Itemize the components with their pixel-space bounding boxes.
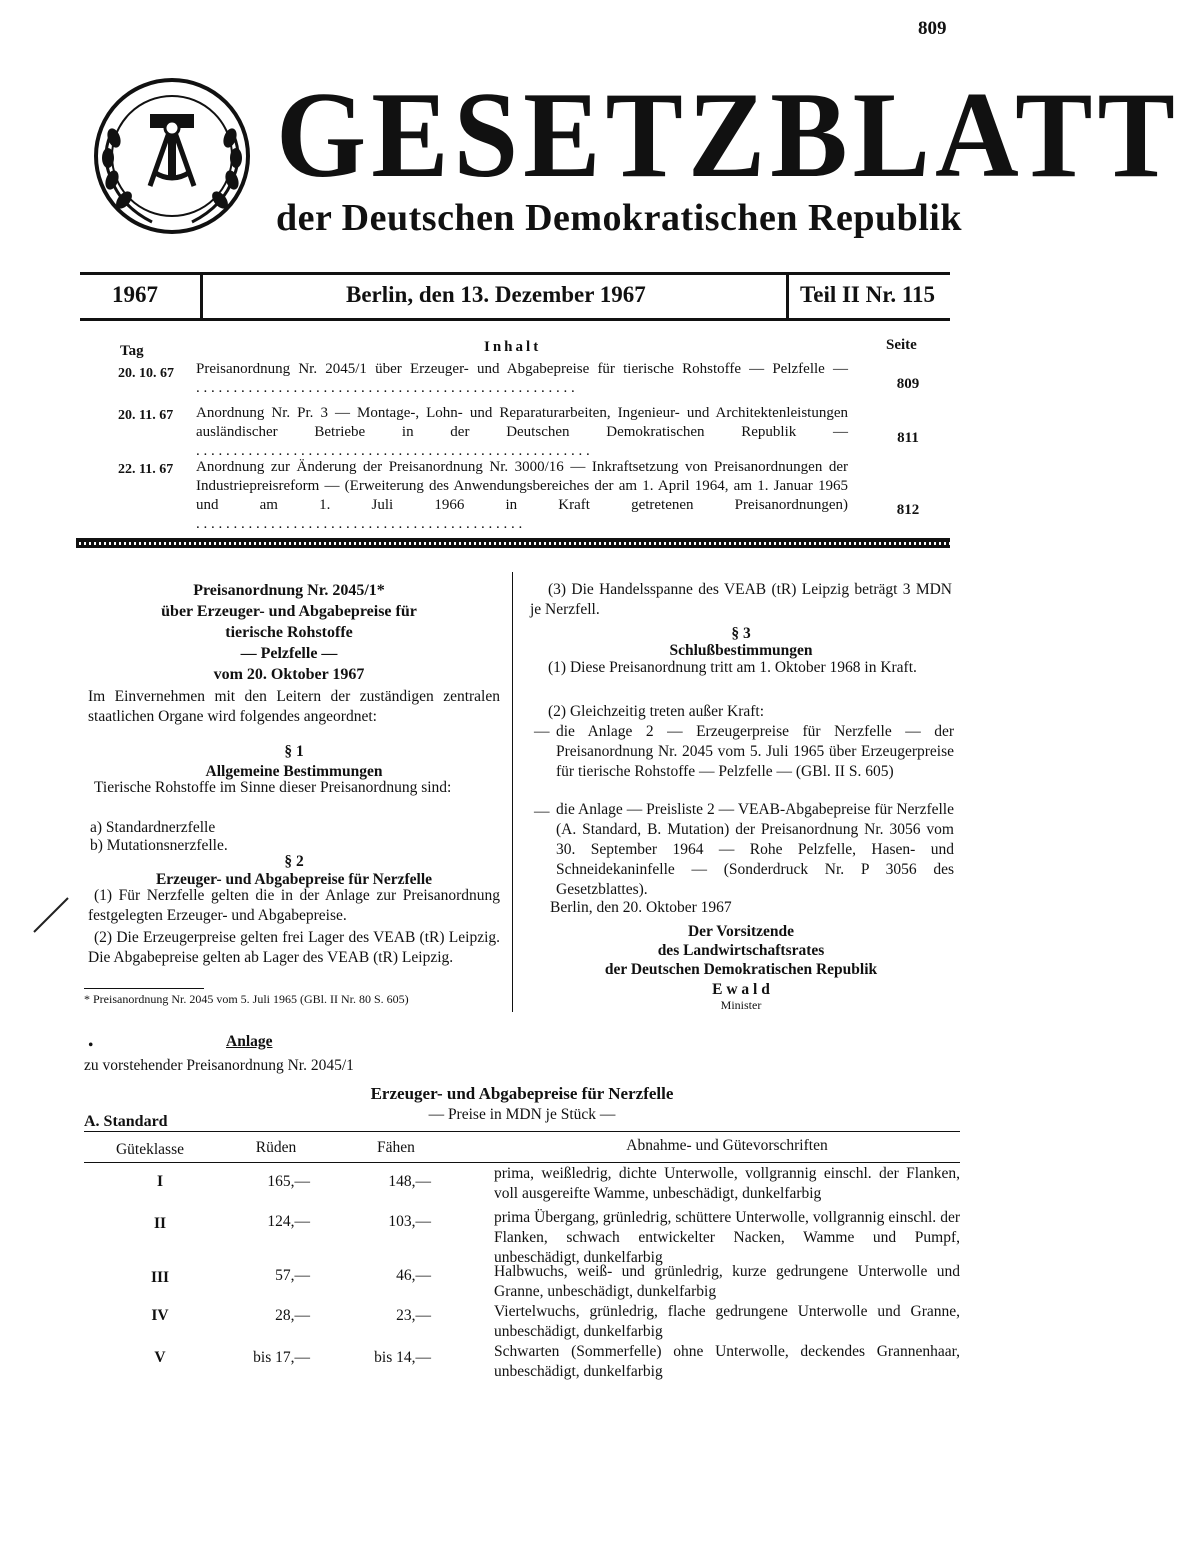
- issue-bar-divider: [786, 272, 789, 318]
- table-cell-rueden: 165,—: [267, 1173, 310, 1190]
- dash-bullet: —: [534, 803, 550, 820]
- table-cell-rueden: 124,—: [267, 1213, 310, 1230]
- footnote: * Preisanordnung Nr. 2045 vom 5. Juli 1965 (GBl. II Nr. 80 S. 605): [84, 992, 409, 1006]
- ordinance-title-line: über Erzeuger- und Abgabepreise für: [161, 603, 417, 620]
- table-cell-faehen: 103,—: [388, 1213, 431, 1230]
- table-header-rule: [84, 1162, 960, 1163]
- column-divider: [512, 572, 513, 1012]
- issue-part-number: Teil II Nr. 115: [800, 282, 936, 307]
- issue-bar-divider: [200, 272, 203, 318]
- section-1-number: § 1: [284, 743, 304, 760]
- table-header-vorschriften: Abnahme- und Gütevorschriften: [626, 1137, 828, 1154]
- masthead-subtitle: der Deutschen Demokratischen Republik: [276, 197, 962, 239]
- table-top-rule: [84, 1131, 960, 1132]
- ddr-state-emblem-icon: [92, 76, 252, 236]
- section-1-heading: Allgemeine Bestimmungen: [205, 763, 383, 780]
- table-cell-rueden: 57,—: [275, 1267, 310, 1284]
- table-header-faehen: Fähen: [377, 1139, 415, 1156]
- page-number: 809: [918, 18, 947, 39]
- table-header-gueteklasse: Güteklasse: [115, 1141, 184, 1158]
- table-cell-vorschrift: Viertelwuchs, grünledrig, flache gedrungene Unterwolle und Granne, unbeschädigt, dunkelfarbig: [494, 1303, 960, 1340]
- section-1-text: Tierische Rohstoffe im Sinne dieser Preisanordnung sind:: [94, 779, 452, 796]
- repealed-item: die Anlage 2 — Erzeugerpreise für Nerzfelle — der Preisanordnung Nr. 2045 vom 5. Juli 1965 über Erzeugerpreise für tierische Rohstoffe — Pelzfelle — (GBl. II S. 605): [556, 723, 954, 780]
- table-cell-faehen: bis 14,—: [374, 1349, 431, 1366]
- toc-entry-page[interactable]: 809: [896, 376, 920, 392]
- toc-entry-date: 22. 11. 67: [118, 462, 174, 477]
- section-3-para-2: (2) Gleichzeitig treten außer Kraft:: [548, 703, 765, 720]
- section-divider: [76, 538, 950, 548]
- ordinance-title-line: Preisanordnung Nr. 2045/1*: [193, 582, 385, 599]
- table-cell-vorschrift: prima, weißledrig, dichte Unterwolle, vollgrannig einschl. der Flanken, voll ausgereifte Wamme, unbeschädigt, dunkelfarbig: [494, 1165, 960, 1202]
- table-cell-rueden: bis 17,—: [253, 1349, 310, 1366]
- section-3-number: § 3: [731, 625, 751, 642]
- toc-leader-dots: . . . . . . . . . . . . . . . . . . . . . . . . . . . . . . . . . . . . . . . . . . . .: [196, 516, 523, 532]
- toc-leader-dots: . . . . . . . . . . . . . . . . . . . . . . . . . . . . . . . . . . . . . . . . . . . . . . . . . . . . .: [196, 443, 590, 459]
- toc-entry-title: Anordnung Nr. Pr. 3 — Montage-, Lohn- und Reparaturarbeiten, Ingenieur- und Architektenleistungen ausländischer Betriebe in der Deutschen Demokratischen Republik —: [196, 405, 848, 440]
- ordinance-title-line: tierische Rohstoffe: [225, 624, 353, 641]
- signature-place-date: Berlin, den 20. Oktober 1967: [550, 899, 732, 916]
- section-2-para-1: (1) Für Nerzfelle gelten die in der Anlage zur Preisanordnung festgelegten Erzeuger- und Abgabepreise.: [88, 887, 500, 924]
- signature-line: des Landwirtschaftsrates: [657, 942, 825, 959]
- section-2-para-2: (2) Die Erzeugerpreise gelten frei Lager des VEAB (tR) Leipzig. Die Abgabepreise gelten ab Lager des VEAB (tR) Leipzig.: [88, 929, 500, 966]
- toc-entry-text: [196, 404, 848, 461]
- signature-line: Der Vorsitzende: [687, 923, 795, 940]
- table-subtitle: — Preise in MDN je Stück —: [428, 1106, 616, 1123]
- table-title: Erzeuger- und Abgabepreise für Nerzfelle: [370, 1084, 674, 1103]
- ordinance-title-line: vom 20. Oktober 1967: [213, 666, 365, 683]
- ordinance-title-line: — Pelzfelle —: [240, 645, 338, 662]
- table-cell-faehen: 148,—: [388, 1173, 431, 1190]
- toc-leader-dots: . . . . . . . . . . . . . . . . . . . . . . . . . . . . . . . . . . . . . . . . . . . . . . . . . . .: [196, 380, 575, 396]
- annex-bullet: •: [88, 1037, 94, 1054]
- table-cell-faehen: 46,—: [396, 1267, 431, 1284]
- table-cell-klasse: I: [156, 1173, 164, 1190]
- toc-entry-title: Preisanordnung Nr. 2045/1 über Erzeuger- und Abgabepreise für tierische Rohstoffe — Pelzfelle —: [196, 361, 848, 377]
- repealed-item: die Anlage — Preisliste 2 — VEAB-Abgabepreise für Nerzfelle (A. Standard, B. Mutation) der Preisanordnung Nr. 3056 vom 30. September 1964 — Rohe Pelzfelle, Hasen- und Schneidekaninfelle — (Sonderdruck Nr. P 3056 des Gesetzblattes).: [556, 801, 954, 898]
- table-cell-faehen: 23,—: [396, 1307, 431, 1324]
- toc-entry-text: [196, 458, 848, 534]
- toc-entry-date: 20. 10. 67: [118, 366, 174, 381]
- ordinance-title: [84, 580, 494, 685]
- footnote-rule: [84, 988, 204, 989]
- signature-name: E w a l d: [712, 981, 770, 998]
- toc-col-tag: Tag: [120, 343, 144, 359]
- table-cell-klasse: IV: [151, 1307, 169, 1324]
- issue-date: Berlin, den 13. Dezember 1967: [346, 282, 646, 307]
- section-2-para-3: (3) Die Handelsspanne des VEAB (tR) Leipzig beträgt 3 MDN je Nerzfell.: [530, 581, 952, 618]
- section-1-item-a: a) Standardnerzfelle: [90, 819, 216, 836]
- issue-year: 1967: [112, 282, 158, 307]
- section-2-heading: Erzeuger- und Abgabepreise für Nerzfelle: [155, 871, 433, 888]
- table-section-label: A. Standard: [84, 1113, 168, 1130]
- dash-bullet: —: [534, 723, 550, 740]
- section-1-item-b: b) Mutationsnerzfelle.: [90, 837, 228, 854]
- masthead-title: GESETZBLATT: [276, 67, 1180, 204]
- annex-reference: zu vorstehender Preisanordnung Nr. 2045/1: [84, 1057, 354, 1074]
- toc-col-inhalt: Inhalt: [484, 339, 542, 355]
- issue-bar-top-rule: [80, 272, 950, 275]
- table-cell-vorschrift: Halbwuchs, weiß- und grünledrig, kurze gedrungene Unterwolle und Granne, unbeschädigt, dunkelfarbig: [494, 1263, 960, 1300]
- signature-block: [530, 922, 952, 979]
- table-cell-klasse: V: [154, 1349, 166, 1366]
- toc-entry-date: 20. 11. 67: [118, 408, 174, 423]
- toc-entry-text: [196, 360, 848, 398]
- signature-line: der Deutschen Demokratischen Republik: [604, 961, 878, 978]
- table-cell-rueden: 28,—: [275, 1307, 310, 1324]
- section-3-heading: Schlußbestimmungen: [669, 642, 813, 659]
- section-2-number: § 2: [284, 853, 304, 870]
- margin-pen-stroke-icon: [32, 896, 72, 934]
- toc-entry-title: Anordnung zur Änderung der Preisanordnung Nr. 3000/16 — Inkraftsetzung von Preisanordnungen der Industriepreisreform — (Erweiterung des Anwendungsbereiches der am 1. April 1964, am 1. Januar 1965 und am 1. Juli 1966 in Kraft getretenen Preisanordnungen): [196, 459, 848, 513]
- toc-col-seite: Seite: [886, 337, 917, 353]
- table-cell-klasse: II: [153, 1215, 167, 1232]
- toc-entry-page[interactable]: 811: [897, 430, 919, 446]
- signature-title: Minister: [720, 998, 762, 1012]
- section-3-para-1: (1) Diese Preisanordnung tritt am 1. Oktober 1968 in Kraft.: [548, 659, 917, 676]
- ordinance-intro: Im Einvernehmen mit den Leitern der zuständigen zentralen staatlichen Organe wird folgendes angeordnet:: [88, 688, 500, 725]
- table-cell-vorschrift: Schwarten (Sommerfelle) ohne Unterwolle, deckendes Grannenhaar, unbeschädigt, dunkelfarbig: [494, 1343, 960, 1380]
- toc-entry-page[interactable]: 812: [896, 502, 920, 518]
- annex-title: Anlage: [226, 1033, 273, 1050]
- issue-bar-bottom-rule: [80, 318, 950, 321]
- table-header-rueden: Rüden: [255, 1139, 297, 1156]
- table-cell-klasse: III: [150, 1269, 170, 1286]
- table-cell-vorschrift: prima Übergang, grünledrig, schüttere Unterwolle, vollgrannig einschl. der Flanken, schwach entwickelter Nacken, Wamme und Pumpf, unbeschädigt, dunkelfarbig: [494, 1209, 960, 1266]
